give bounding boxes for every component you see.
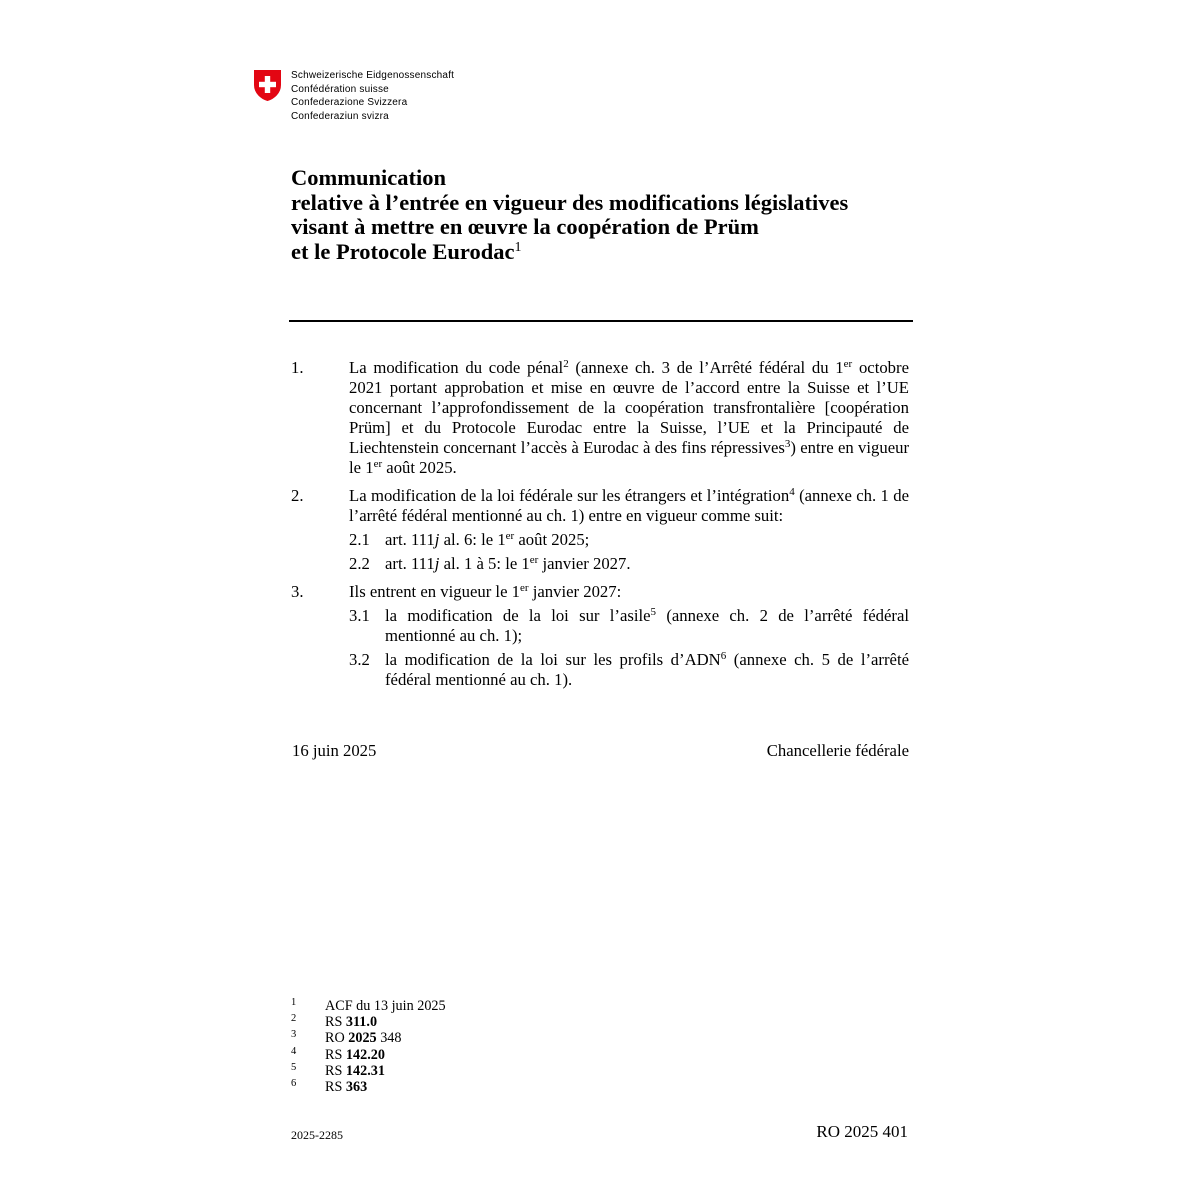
ordinal-suffix: er	[529, 554, 539, 566]
footnote-ref: 6	[720, 650, 727, 662]
sub-item	[349, 650, 909, 690]
footnote-text: RS	[325, 1046, 346, 1063]
list-item	[291, 582, 909, 690]
text-run: La modification du code pénal	[349, 358, 564, 377]
item-text	[349, 486, 909, 526]
footnote	[291, 1047, 446, 1063]
footnote-bold: 363	[345, 1078, 368, 1095]
footnote-ref: 5	[650, 606, 657, 618]
text-run: art. 111	[385, 530, 435, 549]
sub-item-text	[385, 606, 909, 646]
list-item	[291, 486, 909, 574]
italic-letter: j	[434, 530, 440, 549]
item-text	[349, 358, 909, 478]
sub-item-number: 2.2	[349, 554, 370, 573]
text-run: art. 111	[385, 554, 435, 573]
text-run: Ils entrent en vigueur le 1	[349, 582, 520, 601]
footnote-text: RS	[325, 1078, 346, 1095]
text-run: octobre 2021 portant approbation et mise en œuvre de l’accord entre la Suisse et l’UE concernant l’approfondissement de la coopération transfrontalière [coopération Prüm] et du Protocole Eurodac entre la Suisse, l’UE et la Principauté de Liechtenstein concernant l’accès à Eurodac à des fins répressives	[349, 358, 909, 457]
text-run: janvier 2027:	[528, 582, 622, 601]
footnote-ref: 2	[563, 358, 569, 370]
cross-horizontal	[259, 82, 276, 87]
footnote	[291, 1079, 446, 1095]
text-run: la modification de la loi sur les profils d’ADN	[385, 650, 721, 669]
ordinal-suffix: er	[520, 582, 529, 594]
org-line: Confederazione Svizzera	[291, 97, 408, 109]
sub-item-number: 3.2	[349, 650, 370, 669]
sub-item-text	[385, 554, 909, 574]
divider	[289, 320, 913, 322]
footnote-bold: 142.20	[345, 1046, 385, 1063]
footnote-text: RS	[325, 1062, 346, 1079]
signature-date: 16 juin 2025	[292, 741, 377, 760]
title-text: et le Protocole Eurodac	[291, 238, 515, 264]
signature-authority: Chancellerie fédérale	[766, 741, 909, 760]
item-number: 3.	[291, 582, 304, 601]
text-run: janvier 2027.	[538, 554, 631, 573]
org-line: Confederaziun svizra	[291, 110, 389, 122]
text-run: la modification de la loi sur l’asile	[385, 606, 651, 625]
swiss-cross-icon	[253, 69, 282, 102]
footnote-text: ACF du 13 juin 2025	[325, 998, 446, 1014]
item-text	[349, 582, 909, 602]
org-line: Confédération suisse	[291, 83, 389, 95]
text-run: août 2025.	[382, 458, 457, 477]
footnote-ref: 4	[789, 486, 795, 498]
item-number: 1.	[291, 358, 304, 377]
footnote-number: 5	[291, 1061, 297, 1073]
document-body	[291, 358, 909, 698]
item-number: 2.	[291, 486, 304, 505]
footnote-ref: 3	[784, 438, 791, 450]
sub-item	[349, 530, 909, 550]
text-run: (annexe ch. 3 de l’Arrêté fédéral du 1	[568, 358, 844, 377]
text-run: ) entre en vigueur le 1	[349, 438, 909, 477]
page-title	[291, 166, 931, 264]
footnote-bold: 142.31	[345, 1062, 385, 1079]
ordinal-suffix: er	[373, 458, 383, 470]
text-run: (annexe ch. 5 de l’arrêté fédéral mentionné au ch. 1).	[385, 650, 909, 689]
title-line: relative à l’entrée en vigueur des modifications législatives	[291, 189, 849, 215]
text-run: (annexe ch. 1 de l’arrêté fédéral mentionné au ch. 1) entre en vigueur comme suit:	[349, 486, 909, 525]
sub-item	[349, 554, 909, 574]
text-run: (annexe ch. 2 de l’arrêté fédéral mentionné au ch. 1);	[385, 606, 909, 645]
footnotes	[291, 998, 446, 1095]
sub-item-number: 2.1	[349, 530, 370, 549]
title-line: visant à mettre en œuvre la coopération de Prüm	[291, 214, 759, 239]
sub-item	[349, 606, 909, 646]
footnote-number: 3	[291, 1029, 297, 1041]
footnote-ref: 1	[514, 239, 522, 255]
footnote	[291, 1063, 446, 1079]
footnote	[291, 1030, 446, 1046]
title-line-last	[291, 240, 931, 265]
list-item	[291, 358, 909, 478]
footnote-text: RO	[325, 1030, 349, 1047]
footnote-number: 2	[291, 1013, 297, 1025]
footnote-number: 6	[291, 1077, 297, 1089]
text-run: La modification de la loi fédérale sur les étrangers et l’intégration	[349, 486, 790, 505]
title-line: Communication	[291, 165, 447, 190]
ordinal-suffix: er	[505, 530, 515, 542]
footnote	[291, 1014, 446, 1030]
footnote-text: RS	[325, 1014, 346, 1031]
sub-item-text	[385, 530, 909, 550]
footnote-number: 1	[291, 997, 297, 1008]
text-run: août 2025;	[514, 530, 590, 549]
ordinal-suffix: er	[843, 358, 853, 370]
footnote-suffix: 348	[376, 1030, 402, 1047]
sub-item-text	[385, 650, 909, 690]
footnote-bold: 311.0	[345, 1014, 378, 1031]
footnote-number: 4	[291, 1045, 297, 1057]
footnote-bold: 2025	[348, 1030, 377, 1047]
italic-letter: j	[434, 554, 440, 573]
text-run: al. 1 à 5: le 1	[439, 554, 530, 573]
organisation-names	[291, 69, 454, 123]
text-run: al. 6: le 1	[439, 530, 506, 549]
footnote	[291, 998, 446, 1014]
org-line: Schweizerische Eidgenossenschaft	[291, 70, 455, 81]
official-reference: RO 2025 401	[816, 1122, 908, 1141]
sub-item-number: 3.1	[349, 606, 370, 625]
document-code: 2025-2285	[291, 1128, 343, 1142]
